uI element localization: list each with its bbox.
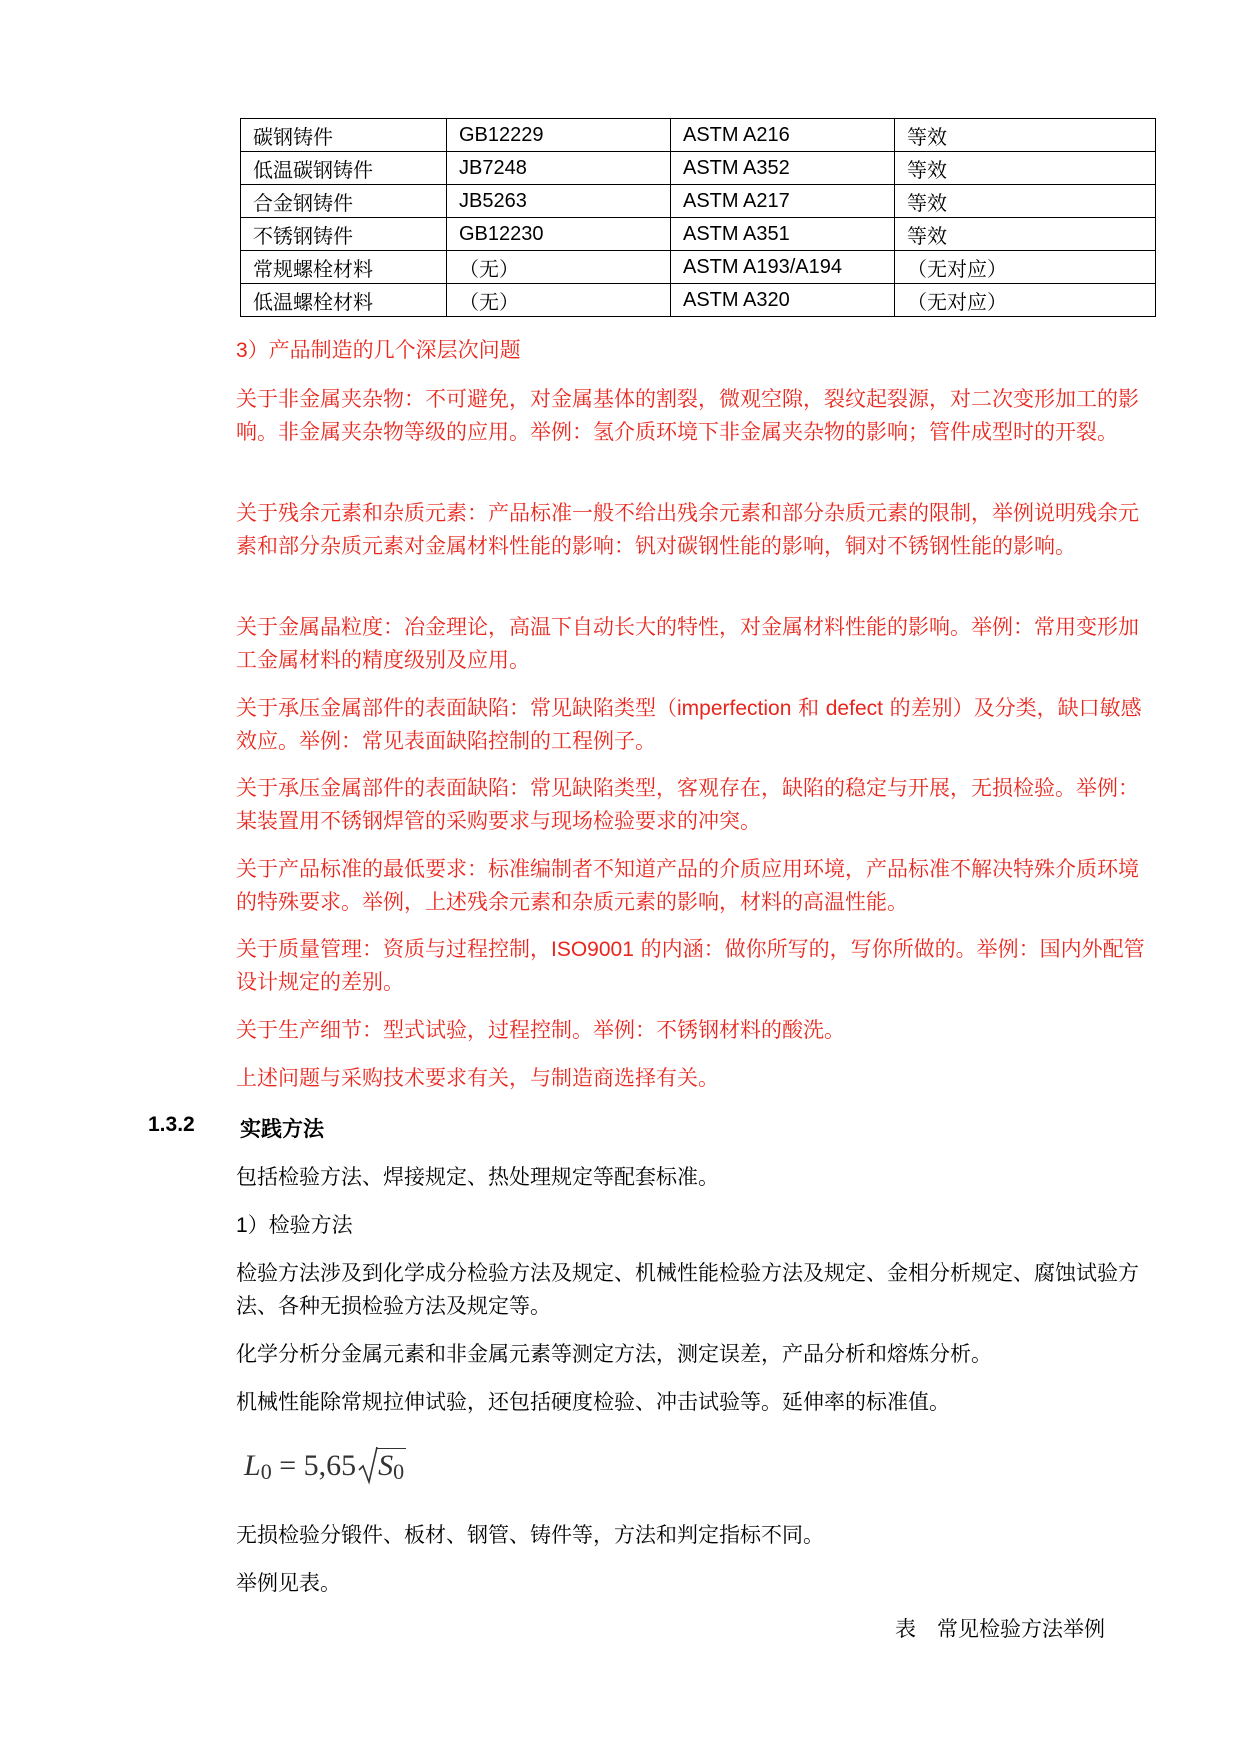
table-cell: 合金钢铸件	[241, 185, 447, 218]
table-cell: （无对应）	[895, 251, 1156, 284]
table-cell: JB5263	[447, 185, 671, 218]
square-root	[358, 1448, 406, 1485]
formula-equals-coefficient: = 5,65	[271, 1449, 357, 1482]
table-cell: （无）	[447, 251, 671, 284]
table-cell: 低温碳钢铸件	[241, 152, 447, 185]
section-3-number: 3	[236, 339, 248, 362]
table-row	[241, 119, 1156, 152]
table-cell: （无）	[447, 284, 671, 317]
table-row	[241, 284, 1156, 317]
table-cell: 等效	[895, 152, 1156, 185]
table-cell: （无对应）	[895, 284, 1156, 317]
text-span: ISO9001	[551, 938, 634, 961]
section-number: 1.3.2	[148, 1113, 195, 1136]
subsection-title-text: ）检验方法	[247, 1213, 353, 1237]
formula-radicand	[376, 1448, 406, 1485]
table-cell: ASTM A193/A194	[671, 251, 895, 284]
paragraph-quality-management	[236, 933, 1156, 999]
table-cell: JB7248	[447, 152, 671, 185]
paragraph-grain-size: 关于金属晶粒度：冶金理论，高温下自动长大的特性，对金属材料性能的影响。举例：常用变形加工金属材料的精度级别及应用。	[236, 615, 1139, 672]
paragraph-minimum-requirements: 关于产品标准的最低要求：标准编制者不知道产品的介质应用环境，产品标准不解决特殊介质环境的特殊要求。举例，上述残余元素和杂质元素的影响，材料的高温性能。	[236, 857, 1139, 914]
table-caption: 表 常见检验方法举例	[895, 1617, 1105, 1641]
paragraph-summary: 上述问题与采购技术要求有关，与制造商选择有关。	[236, 1066, 719, 1090]
table-cell: 不锈钢铸件	[241, 218, 447, 251]
formula-lhs: L	[244, 1449, 261, 1482]
text-span: 和	[791, 696, 826, 720]
table-cell: ASTM A216	[671, 119, 895, 152]
table-cell: ASTM A352	[671, 152, 895, 185]
table-cell: ASTM A320	[671, 284, 895, 317]
table-row	[241, 218, 1156, 251]
table-cell: 低温螺栓材料	[241, 284, 447, 317]
table-cell: 等效	[895, 119, 1156, 152]
table-cell: 等效	[895, 218, 1156, 251]
table-cell: GB12229	[447, 119, 671, 152]
paragraph-see-table: 举例见表。	[236, 1571, 341, 1595]
formula-radicand-subscript: 0	[393, 1459, 405, 1484]
paragraph-inspection-methods: 检验方法涉及到化学成分检验方法及规定、机械性能检验方法及规定、金相分析规定、腐蚀试验方法、各种无损检验方法及规定等。	[236, 1261, 1139, 1318]
table-cell: ASTM A217	[671, 185, 895, 218]
section-3-title	[236, 334, 1156, 367]
table-cell: GB12230	[447, 218, 671, 251]
text-span: 的差别）及分类，缺口敏感效应。举例：常见表面缺陷控制的工程例子。	[236, 696, 1142, 753]
table-cell: 常规螺栓材料	[241, 251, 447, 284]
subsection-title	[236, 1209, 1156, 1242]
formula-radicand-symbol: S	[378, 1449, 394, 1482]
paragraph-residual-elements: 关于残余元素和杂质元素：产品标准一般不给出残余元素和部分杂质元素的限制，举例说明残余元素和部分杂质元素对金属材料性能的影响：钒对碳钢性能的影响，铜对不锈钢性能的影响。	[236, 501, 1139, 558]
radical-sign-icon	[358, 1446, 378, 1486]
paragraph-nondestructive-testing: 无损检验分锻件、板材、钢管、铸件等，方法和判定指标不同。	[236, 1523, 824, 1547]
text-span: 关于承压金属部件的表面缺陷：常见缺陷类型（	[236, 696, 677, 720]
text-span: 关于质量管理：资质与过程控制，	[236, 937, 551, 961]
paragraph-nonmetallic-inclusions: 关于非金属夹杂物：不可避免，对金属基体的割裂，微观空隙，裂纹起裂源，对二次变形加工的影响。非金属夹杂物等级的应用。举例：氢介质环境下非金属夹杂物的影响；管件成型时的开裂。	[236, 387, 1139, 444]
formula-lhs-subscript: 0	[260, 1459, 272, 1484]
table-row	[241, 185, 1156, 218]
text-span: imperfection	[677, 697, 792, 720]
paragraph-surface-defects-2: 关于承压金属部件的表面缺陷：常见缺陷类型，客观存在，缺陷的稳定与开展，无损检验。举例：某装置用不锈钢焊管的采购要求与现场检验要求的冲突。	[236, 776, 1139, 833]
section-title: 实践方法	[240, 1117, 324, 1141]
table-cell: 碳钢铸件	[241, 119, 447, 152]
table-cell: ASTM A351	[671, 218, 895, 251]
paragraph-mechanical-properties: 机械性能除常规拉伸试验，还包括硬度检验、冲击试验等。延伸率的标准值。	[236, 1390, 950, 1414]
table-cell: 等效	[895, 185, 1156, 218]
paragraph-production-details: 关于生产细节：型式试验，过程控制。举例：不锈钢材料的酸洗。	[236, 1018, 845, 1042]
paragraph-surface-defects-1	[236, 692, 1156, 758]
paragraph-chemical-analysis: 化学分析分金属元素和非金属元素等测定方法，测定误差，产品分析和熔炼分析。	[236, 1342, 992, 1366]
section-3-title-text: ）产品制造的几个深层次问题	[247, 338, 521, 362]
elongation-formula	[244, 1448, 406, 1485]
text-span: defect	[825, 697, 883, 720]
table-row	[241, 251, 1156, 284]
subsection-number: 1	[236, 1214, 248, 1237]
table-row	[241, 152, 1156, 185]
paragraph-intro: 包括检验方法、焊接规定、热处理规定等配套标准。	[236, 1165, 719, 1189]
standards-table	[240, 118, 1156, 317]
text-span: 的内涵：做你所写的，写你所做的。举例：国内外配管设计规定的差别。	[236, 937, 1145, 994]
